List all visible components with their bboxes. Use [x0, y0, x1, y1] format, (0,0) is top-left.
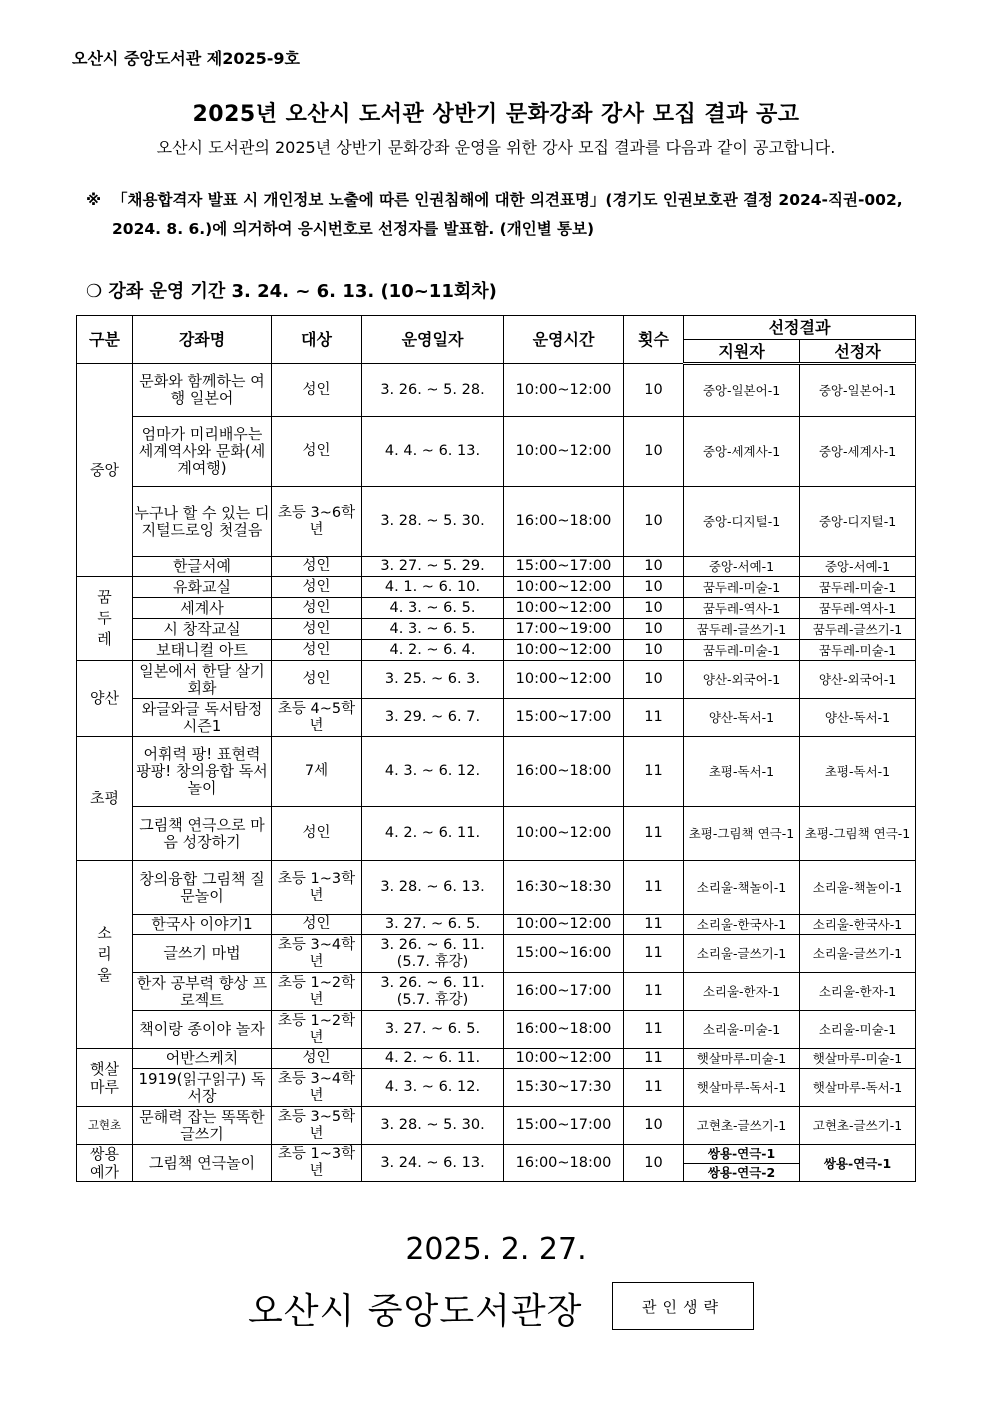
time-cell: 16:00~18:00	[504, 487, 624, 557]
selected-cell: 초평-그림책 연극-1	[800, 807, 916, 861]
sessions-cell: 10	[624, 364, 684, 417]
applicant-cell: 햇살마루-독서-1	[684, 1069, 800, 1107]
course-selection-table	[76, 315, 916, 1182]
target-cell: 성인	[272, 1049, 362, 1069]
table-row	[77, 915, 916, 935]
target-cell: 초등 3~5학년	[272, 1107, 362, 1145]
sessions-cell: 11	[624, 1069, 684, 1107]
table-row	[77, 1011, 916, 1049]
selected-cell: 소리울-글쓰기-1	[800, 935, 916, 973]
sessions-cell: 10	[624, 417, 684, 487]
selected-cell: 중앙-디지털-1	[800, 487, 916, 557]
applicant-cell: 쌍용-연극-1	[684, 1145, 800, 1164]
selected-cell: 초평-독서-1	[800, 737, 916, 807]
dates-cell: 3. 24. ~ 6. 13.	[362, 1145, 504, 1182]
course-name: 한국사 이야기1	[133, 915, 272, 935]
sessions-cell: 10	[624, 661, 684, 699]
applicant-cell: 소리울-책놀이-1	[684, 861, 800, 915]
selected-cell: 꿈두레-글쓰기-1	[800, 619, 916, 640]
target-cell: 초등 1~2학년	[272, 1011, 362, 1049]
applicant-cell: 중앙-일본어-1	[684, 364, 800, 417]
table-row	[77, 935, 916, 973]
privacy-notice	[86, 186, 926, 244]
dates-cell: 3. 28. ~ 5. 30.	[362, 1107, 504, 1145]
dates-cell: 4. 3. ~ 6. 12.	[362, 737, 504, 807]
dates-cell: 4. 1. ~ 6. 10.	[362, 577, 504, 598]
course-name: 와글와글 독서탐정 시즌1	[133, 699, 272, 737]
group-cell: 초평	[77, 737, 133, 861]
target-cell: 성인	[272, 577, 362, 598]
course-name: 그림책 연극으로 마음 성장하기	[133, 807, 272, 861]
target-cell: 초등 3~4학년	[272, 935, 362, 973]
course-name: 창의융합 그림책 질문놀이	[133, 861, 272, 915]
target-cell: 성인	[272, 557, 362, 577]
time-cell: 16:00~18:00	[504, 1145, 624, 1182]
table-row	[77, 417, 916, 487]
table-row	[77, 487, 916, 557]
applicant-cell: 꿈두레-역사-1	[684, 598, 800, 619]
header-course: 강좌명	[133, 316, 272, 364]
applicant-cell: 양산-독서-1	[684, 699, 800, 737]
target-cell: 성인	[272, 364, 362, 417]
selected-cell: 소리울-한국사-1	[800, 915, 916, 935]
dates-cell: 4. 4. ~ 6. 13.	[362, 417, 504, 487]
dates-cell: 4. 2. ~ 6. 4.	[362, 640, 504, 661]
applicant-cell: 소리울-한자-1	[684, 973, 800, 1011]
applicant-cell: 초평-그림책 연극-1	[684, 807, 800, 861]
page-subtitle: 오산시 도서관의 2025년 상반기 문화강좌 운영을 위한 강사 모집 결과를 다음과 같이 공고합니다.	[156, 138, 836, 157]
dates-cell: 4. 3. ~ 6. 5.	[362, 598, 504, 619]
selected-cell: 소리울-미술-1	[800, 1011, 916, 1049]
selected-cell: 소리울-한자-1	[800, 973, 916, 1011]
table-row	[77, 737, 916, 807]
dates-cell: 3. 27. ~ 6. 5.	[362, 915, 504, 935]
course-name: 1919(읽구읽구) 독서장	[133, 1069, 272, 1107]
group-cell: 중앙	[77, 364, 133, 577]
time-cell: 15:00~17:00	[504, 557, 624, 577]
table-row	[77, 1107, 916, 1145]
course-name: 문화와 함께하는 여행 일본어	[133, 364, 272, 417]
dates-cell: 4. 2. ~ 6. 11.	[362, 807, 504, 861]
selected-cell: 중앙-일본어-1	[800, 364, 916, 417]
seal-box: 관인생략	[612, 1282, 754, 1330]
course-name: 시 창작교실	[133, 619, 272, 640]
sessions-cell: 10	[624, 1107, 684, 1145]
time-cell: 17:00~19:00	[504, 619, 624, 640]
target-cell: 성인	[272, 619, 362, 640]
operation-period: ❍ 강좌 운영 기간 3. 24. ~ 6. 13. (10~11회차)	[86, 281, 497, 302]
page-title: 2025년 오산시 도서관 상반기 문화강좌 강사 모집 결과 공고	[192, 102, 800, 127]
header-sessions: 횟수	[624, 316, 684, 364]
dates-cell: 3. 26. ~ 6. 11. (5.7. 휴강)	[362, 935, 504, 973]
target-cell: 초등 1~2학년	[272, 973, 362, 1011]
dates-cell: 3. 28. ~ 5. 30.	[362, 487, 504, 557]
time-cell: 16:00~18:00	[504, 737, 624, 807]
header-applicant: 지원자	[684, 340, 800, 364]
time-cell: 10:00~12:00	[504, 417, 624, 487]
dates-cell: 4. 2. ~ 6. 11.	[362, 1049, 504, 1069]
group-cell: 햇살마루	[77, 1049, 133, 1107]
applicant-cell: 양산-외국어-1	[684, 661, 800, 699]
group-cell: 소리울	[77, 861, 133, 1049]
target-cell: 성인	[272, 661, 362, 699]
header-dates: 운영일자	[362, 316, 504, 364]
target-cell: 성인	[272, 915, 362, 935]
course-name: 보태니컬 아트	[133, 640, 272, 661]
selected-cell: 꿈두레-미술-1	[800, 577, 916, 598]
sessions-cell: 10	[624, 1145, 684, 1182]
announcement-date: 2025. 2. 27.	[405, 1232, 587, 1267]
sessions-cell: 11	[624, 1011, 684, 1049]
sessions-cell: 11	[624, 807, 684, 861]
sessions-cell: 10	[624, 557, 684, 577]
issuer-name: 오산시 중앙도서관장	[248, 1291, 583, 1332]
course-name: 한자 공부력 향상 프로젝트	[133, 973, 272, 1011]
time-cell: 15:00~17:00	[504, 1107, 624, 1145]
group-cell: 쌍용예가	[77, 1145, 133, 1182]
course-name: 세계사	[133, 598, 272, 619]
selected-cell: 쌍용-연극-1	[800, 1145, 916, 1182]
sessions-cell: 11	[624, 1049, 684, 1069]
target-cell: 초등 4~5학년	[272, 699, 362, 737]
time-cell: 16:00~18:00	[504, 1011, 624, 1049]
sessions-cell: 11	[624, 973, 684, 1011]
dates-cell: 3. 25. ~ 6. 3.	[362, 661, 504, 699]
sessions-cell: 11	[624, 737, 684, 807]
table-row	[77, 973, 916, 1011]
group-cell: 꿈두레	[77, 577, 133, 661]
course-name: 그림책 연극놀이	[133, 1145, 272, 1182]
table-row	[77, 619, 916, 640]
dates-cell: 3. 26. ~ 6. 11. (5.7. 휴강)	[362, 973, 504, 1011]
applicant-cell: 초평-독서-1	[684, 737, 800, 807]
sessions-cell: 10	[624, 487, 684, 557]
table-row	[77, 1145, 916, 1164]
dates-cell: 3. 28. ~ 6. 13.	[362, 861, 504, 915]
course-name: 엄마가 미리배우는 세계역사와 문화(세계여행)	[133, 417, 272, 487]
selected-cell: 소리울-책놀이-1	[800, 861, 916, 915]
time-cell: 10:00~12:00	[504, 364, 624, 417]
sessions-cell: 10	[624, 577, 684, 598]
table-row	[77, 640, 916, 661]
table-row	[77, 598, 916, 619]
dates-cell: 4. 3. ~ 6. 5.	[362, 619, 504, 640]
selected-cell: 중앙-세계사-1	[800, 417, 916, 487]
privacy-notice-text: 「채용합격자 발표 시 개인정보 노출에 따른 인권침해에 대한 의견표명」(경기도 인권보호관 결정 2024-직권-002, 2024. 8. 6.)에 의거하여 응시번호로 선정자를 발표함. (개인별 통보)	[112, 191, 903, 238]
table-row	[77, 661, 916, 699]
course-name: 책이랑 종이야 놀자	[133, 1011, 272, 1049]
time-cell: 15:00~17:00	[504, 699, 624, 737]
sessions-cell: 11	[624, 861, 684, 915]
time-cell: 10:00~12:00	[504, 661, 624, 699]
time-cell: 15:00~16:00	[504, 935, 624, 973]
time-cell: 16:30~18:30	[504, 861, 624, 915]
course-name: 어반스케치	[133, 1049, 272, 1069]
dates-cell: 3. 27. ~ 6. 5.	[362, 1011, 504, 1049]
table-row	[77, 699, 916, 737]
table-row	[77, 577, 916, 598]
applicant-cell: 고현초-글쓰기-1	[684, 1107, 800, 1145]
applicant-cell: 소리울-한국사-1	[684, 915, 800, 935]
course-name: 일본에서 한달 살기 회화	[133, 661, 272, 699]
dates-cell: 3. 27. ~ 5. 29.	[362, 557, 504, 577]
reference-mark-icon: ※	[86, 191, 102, 209]
applicant-cell: 소리울-글쓰기-1	[684, 935, 800, 973]
applicant-cell: 꿈두레-글쓰기-1	[684, 619, 800, 640]
sessions-cell: 10	[624, 619, 684, 640]
selected-cell: 꿈두레-미술-1	[800, 640, 916, 661]
course-name: 문해력 잡는 똑똑한 글쓰기	[133, 1107, 272, 1145]
header-division: 구분	[77, 316, 133, 364]
target-cell: 초등 1~3학년	[272, 1145, 362, 1182]
group-cell: 양산	[77, 661, 133, 737]
selected-cell: 햇살마루-독서-1	[800, 1069, 916, 1107]
course-name: 글쓰기 마법	[133, 935, 272, 973]
selected-cell: 햇살마루-미술-1	[800, 1049, 916, 1069]
target-cell: 성인	[272, 807, 362, 861]
time-cell: 10:00~12:00	[504, 577, 624, 598]
target-cell: 초등 3~4학년	[272, 1069, 362, 1107]
dates-cell: 3. 26. ~ 5. 28.	[362, 364, 504, 417]
applicant-cell: 중앙-서예-1	[684, 557, 800, 577]
sessions-cell: 11	[624, 935, 684, 973]
applicant-cell: 꿈두레-미술-1	[684, 577, 800, 598]
applicant-cell: 꿈두레-미술-1	[684, 640, 800, 661]
time-cell: 10:00~12:00	[504, 640, 624, 661]
header-result: 선정결과	[684, 316, 916, 340]
course-name: 한글서예	[133, 557, 272, 577]
applicant-cell: 햇살마루-미술-1	[684, 1049, 800, 1069]
applicant-cell: 중앙-디지털-1	[684, 487, 800, 557]
time-cell: 10:00~12:00	[504, 807, 624, 861]
dates-cell: 3. 29. ~ 6. 7.	[362, 699, 504, 737]
selected-cell: 양산-외국어-1	[800, 661, 916, 699]
selected-cell: 중앙-서예-1	[800, 557, 916, 577]
header-target: 대상	[272, 316, 362, 364]
group-cell: 고현초	[77, 1107, 133, 1145]
selected-cell: 고현초-글쓰기-1	[800, 1107, 916, 1145]
table-row	[77, 807, 916, 861]
sessions-cell: 10	[624, 598, 684, 619]
sessions-cell: 11	[624, 915, 684, 935]
header-selected: 선정자	[800, 340, 916, 364]
target-cell: 성인	[272, 417, 362, 487]
target-cell: 성인	[272, 598, 362, 619]
applicant-cell: 중앙-세계사-1	[684, 417, 800, 487]
time-cell: 10:00~12:00	[504, 915, 624, 935]
target-cell: 초등 3~6학년	[272, 487, 362, 557]
time-cell: 16:00~17:00	[504, 973, 624, 1011]
course-name: 어휘력 팡! 표현력 팡팡! 창의융합 독서놀이	[133, 737, 272, 807]
target-cell: 7세	[272, 737, 362, 807]
time-cell: 15:30~17:30	[504, 1069, 624, 1107]
selected-cell: 양산-독서-1	[800, 699, 916, 737]
sessions-cell: 10	[624, 640, 684, 661]
table-row	[77, 1049, 916, 1069]
header-time: 운영시간	[504, 316, 624, 364]
course-name: 유화교실	[133, 577, 272, 598]
target-cell: 초등 1~3학년	[272, 861, 362, 915]
applicant-cell: 쌍용-연극-2	[684, 1163, 800, 1182]
table-row	[77, 364, 916, 417]
applicant-cell: 소리울-미술-1	[684, 1011, 800, 1049]
table-row	[77, 861, 916, 915]
sessions-cell: 11	[624, 699, 684, 737]
target-cell: 성인	[272, 640, 362, 661]
table-row	[77, 557, 916, 577]
time-cell: 10:00~12:00	[504, 1049, 624, 1069]
dates-cell: 4. 3. ~ 6. 12.	[362, 1069, 504, 1107]
selected-cell: 꿈두레-역사-1	[800, 598, 916, 619]
time-cell: 10:00~12:00	[504, 598, 624, 619]
table-row	[77, 1069, 916, 1107]
document-number: 오산시 중앙도서관 제2025-9호	[72, 49, 301, 68]
course-name: 누구나 할 수 있는 디지털드로잉 첫걸음	[133, 487, 272, 557]
